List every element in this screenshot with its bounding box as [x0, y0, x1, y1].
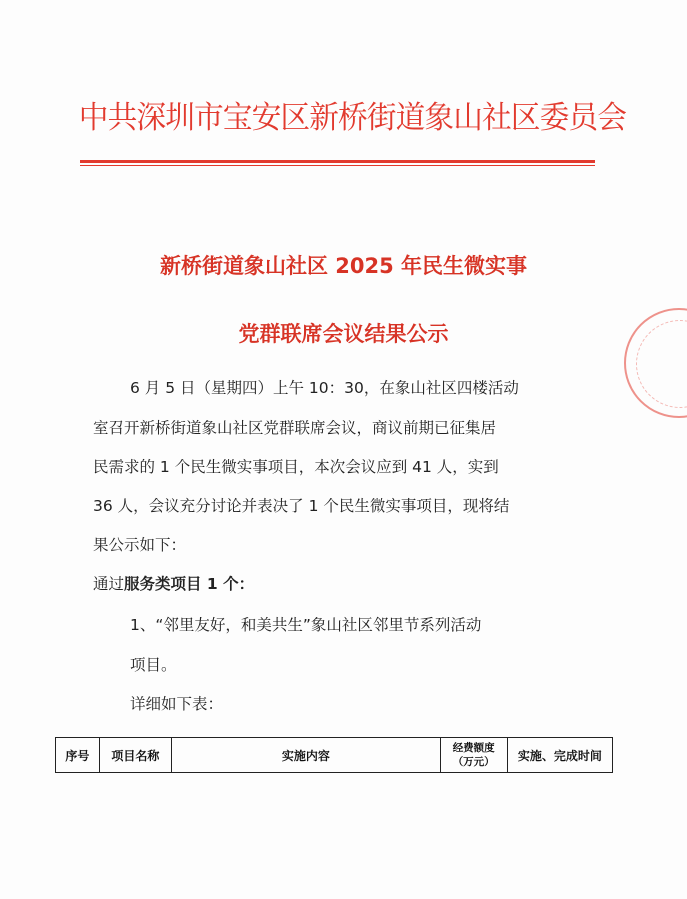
- official-seal-inner-ring: [636, 320, 687, 408]
- header-no: 序号: [56, 738, 100, 773]
- body-line-2: 室召开新桥街道象山社区党群联席会议，商议前期已征集居: [93, 419, 497, 437]
- project-detail-table: [55, 737, 613, 773]
- body-line-3: 民需求的 1 个民生微实事项目，本次会议应到 41 人，实到: [93, 458, 499, 476]
- body-line-5: 果公示如下：: [93, 536, 187, 554]
- masthead-org-name: 中共深圳市宝安区新桥街道象山社区委员会: [78, 100, 626, 136]
- project-item-line1: 1、“邻里友好，和美共生”象山社区邻里节系列活动: [130, 616, 482, 634]
- header-content: 实施内容: [171, 738, 440, 773]
- passed-prefix: 通过: [93, 575, 125, 593]
- official-seal-stamp: [624, 308, 687, 418]
- header-project-name: 项目名称: [99, 738, 171, 773]
- masthead-divider-thick: [80, 160, 595, 163]
- body-line-1: 6 月 5 日（星期四）上午 10：30，在象山社区四楼活动: [130, 379, 519, 397]
- masthead-divider-thin: [80, 165, 595, 166]
- passed-category-count: 服务类项目 1 个：: [124, 575, 255, 593]
- project-item-line2: 项目。: [130, 656, 177, 674]
- header-fee-line2: （万元）: [452, 756, 495, 768]
- header-fee: [440, 738, 507, 773]
- detail-intro: 详细如下表：: [130, 695, 224, 713]
- document-title-line1: 新桥街道象山社区 2025 年民生微实事: [159, 254, 528, 278]
- body-line-4: 36 人，会议充分讨论并表决了 1 个民生微实事项目，现将结: [93, 497, 510, 515]
- document-title-line2: 党群联席会议结果公示: [238, 322, 449, 346]
- table-header-row: [56, 738, 613, 773]
- header-time: 实施、完成时间: [507, 738, 612, 773]
- passed-projects-line: [93, 572, 254, 594]
- header-fee-line1: 经费额度: [452, 742, 495, 754]
